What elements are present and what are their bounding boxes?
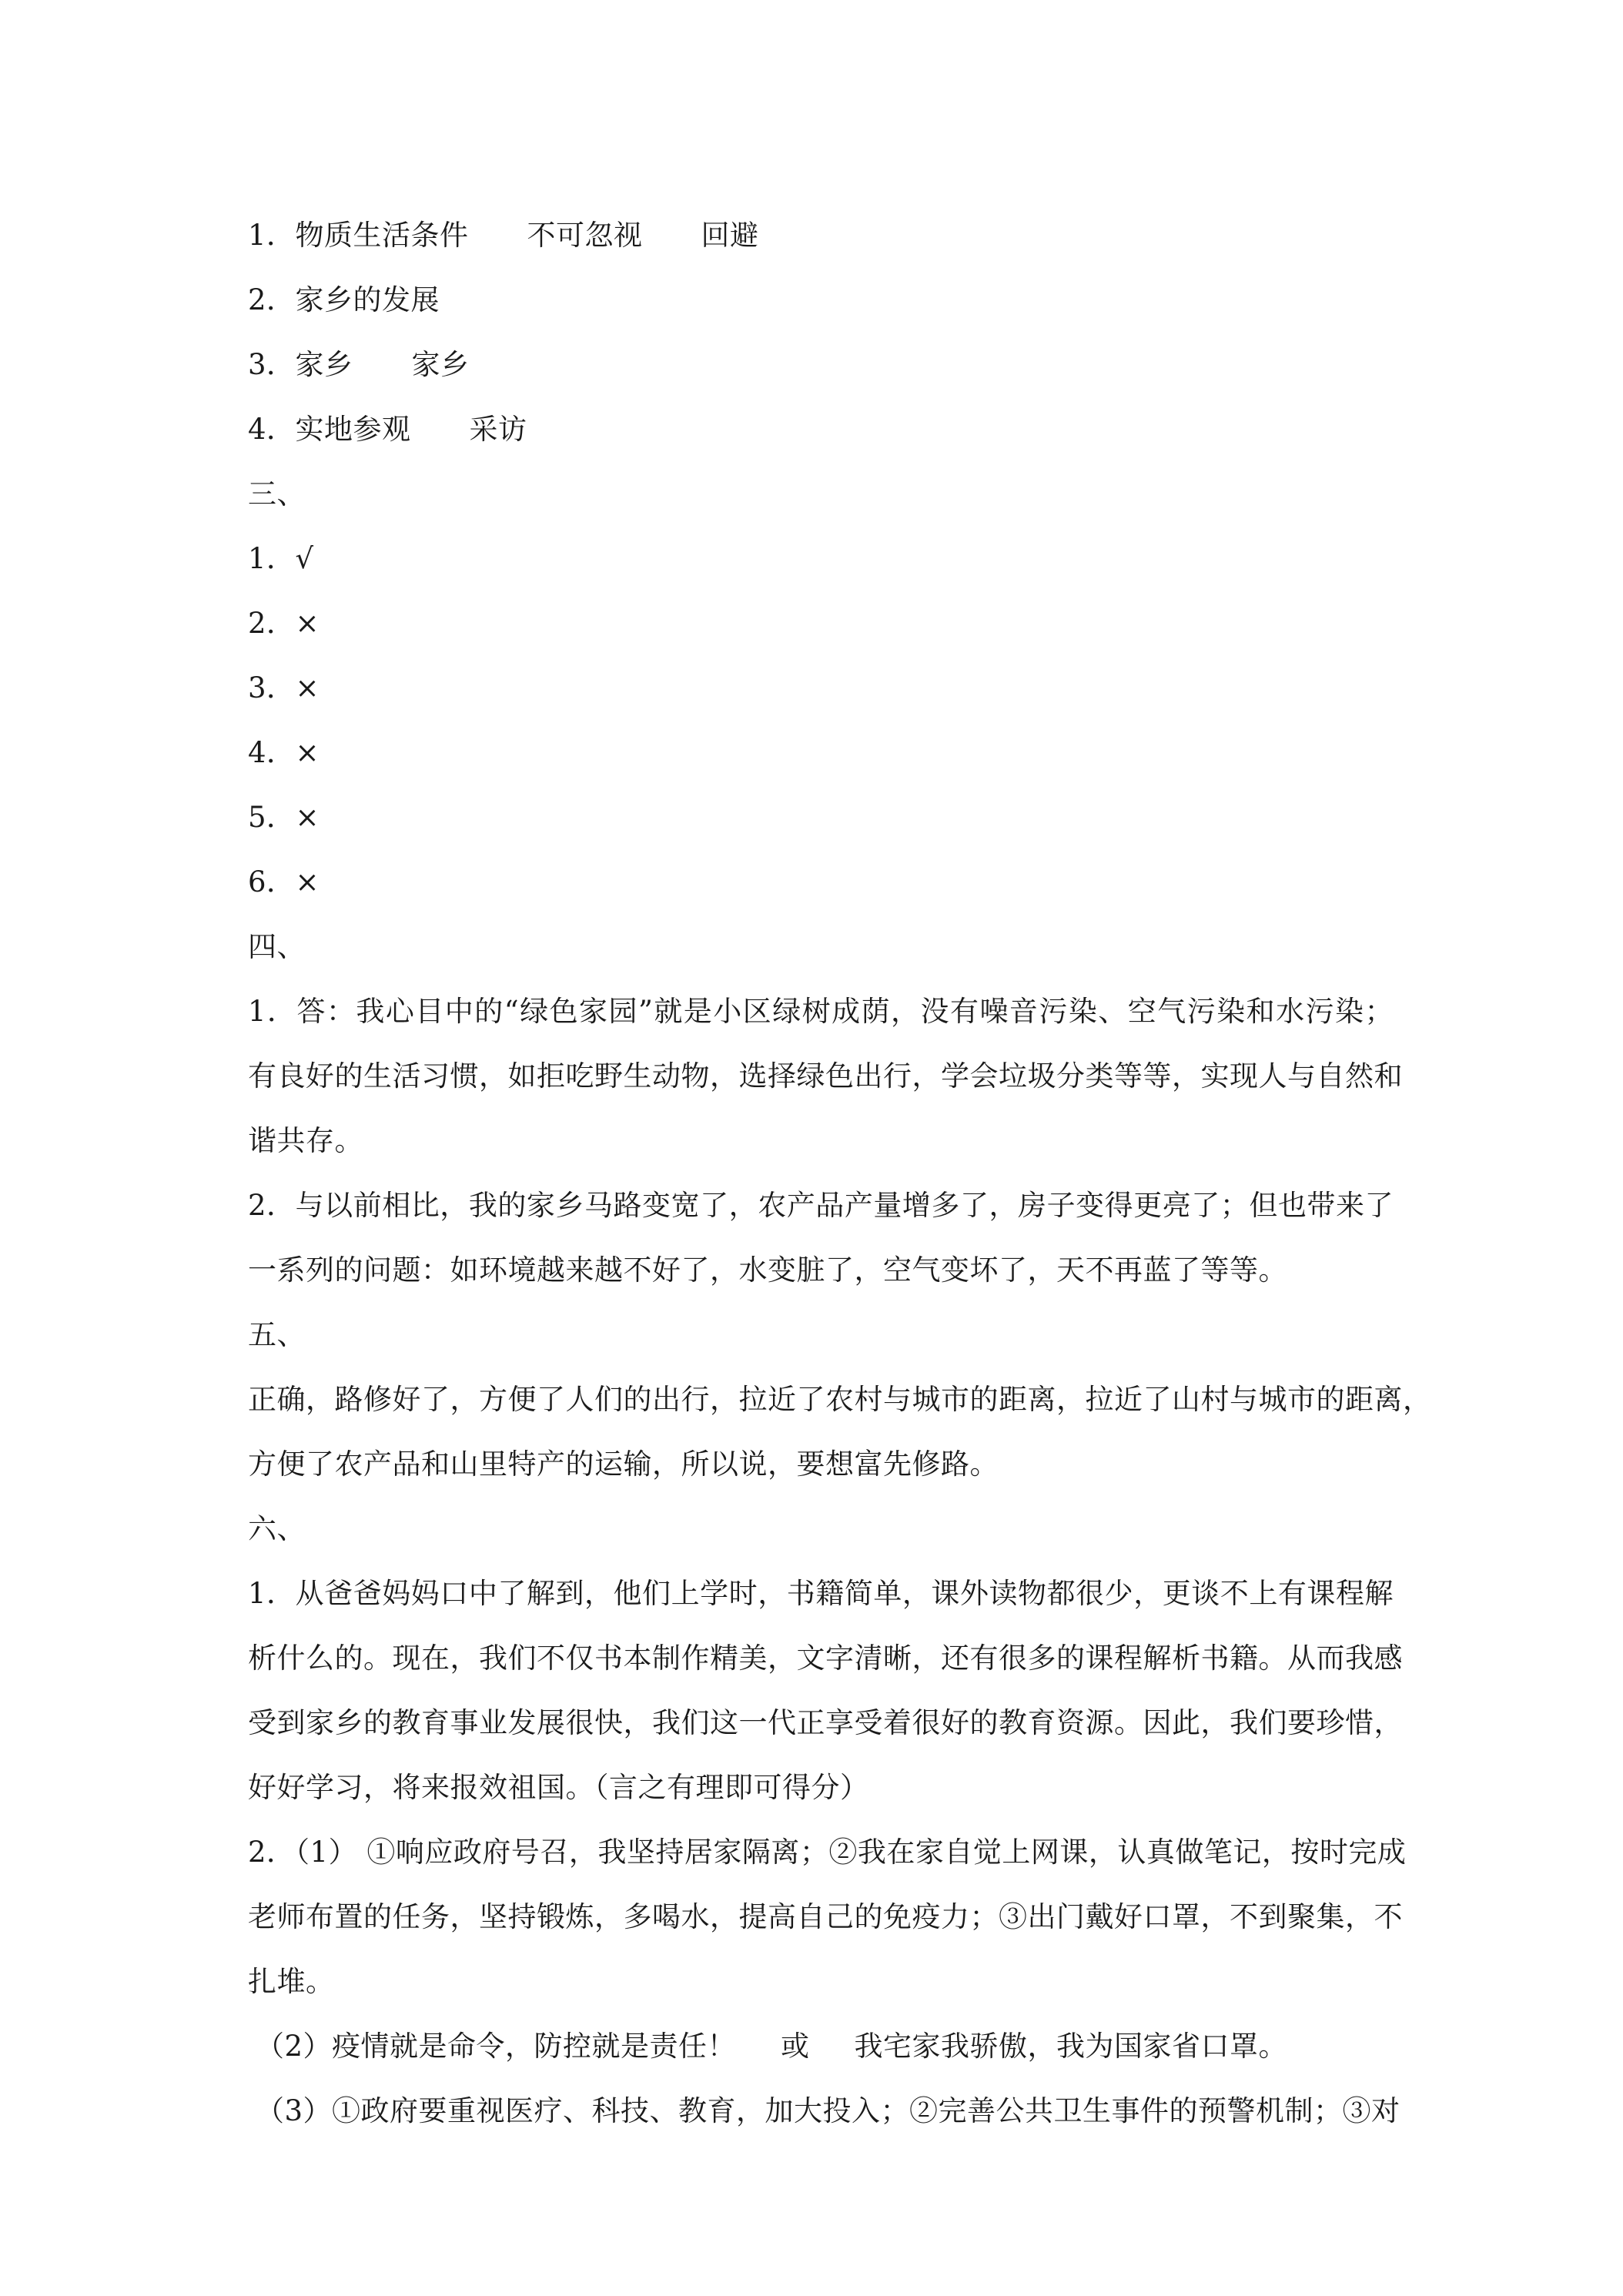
paragraph-line: 受到家乡的教育事业发展很快，我们这一代正享受着很好的教育资源。因此，我们要珍惜， xyxy=(248,1706,1403,1739)
section-heading-3 xyxy=(248,462,1394,527)
section-heading-text: 三、 xyxy=(248,477,306,510)
answer-text: （2）疫情就是命令，防控就是责任！ xyxy=(256,2030,737,2063)
paragraph-line: 一系列的问题：如环境越来越不好了，水变脏了，空气变坏了，天不再蓝了等等。 xyxy=(248,1253,1287,1287)
paragraph-line: 老师布置的任务，坚持锻炼，多喝水，提高自己的免疫力；③出门戴好口罩，不到聚集，不 xyxy=(248,1900,1403,1933)
judgment-text: 2．× xyxy=(248,607,320,640)
judgment-text: 6．× xyxy=(248,865,320,899)
answer-text: 我宅家我骄傲，我为国家省口罩。 xyxy=(854,2030,1288,2063)
answer-content xyxy=(248,203,1432,2144)
section-heading-text: 六、 xyxy=(248,1512,306,1545)
paragraph-line: 2．（1） ①响应政府号召，我坚持居家隔离；②我在家自觉上网课，认真做笔记，按时完成 xyxy=(248,1836,1407,1869)
paragraph-line: 方便了农产品和山里特产的运输，所以说，要想富先修路。 xyxy=(248,1448,999,1481)
section-heading-text: 四、 xyxy=(248,930,306,963)
paragraph-line: 正确，路修好了，方便了人们的出行，拉近了农村与城市的距离，拉近了山村与城市的距离， xyxy=(248,1383,1432,1416)
answer-line-3 xyxy=(248,333,1394,397)
judgment-line-1 xyxy=(248,527,1394,591)
judgment-text: 5．× xyxy=(248,801,320,834)
judgment-text: 4．× xyxy=(248,736,320,769)
paragraph-line: 1．答：我心目中的“绿色家园”就是小区绿树成荫，没有噪音污染、空气污染和水污染； xyxy=(248,995,1394,1028)
answer-text: 不可忽视 xyxy=(527,219,643,252)
section-heading-5 xyxy=(248,1303,1394,1367)
judgment-line-6 xyxy=(248,850,1394,915)
section-heading-6 xyxy=(248,1497,1394,1561)
paragraph-line xyxy=(248,2014,1394,2079)
answer-text: 4．实地参观 xyxy=(248,413,411,446)
judgment-line-3 xyxy=(248,656,1394,721)
answer-text: 3．家乡 xyxy=(248,348,353,381)
answer-text: 回避 xyxy=(701,219,759,252)
answer-text: 采访 xyxy=(469,413,527,446)
answer-line-2 xyxy=(248,268,1394,333)
answer-text: 1．物质生活条件 xyxy=(248,219,469,252)
paragraph-line: 好好学习，将来报效祖国。（言之有理即可得分） xyxy=(248,1771,869,1804)
answer-line-1 xyxy=(248,203,1394,268)
judgment-text: 3．× xyxy=(248,671,320,705)
paragraph-line: （3）①政府要重视医疗、科技、教育，加大投入；②完善公共卫生事件的预警机制；③对 xyxy=(256,2094,1400,2127)
section-heading-text: 五、 xyxy=(248,1318,306,1351)
judgment-line-4 xyxy=(248,721,1394,785)
paragraph-line: 1．从爸爸妈妈口中了解到，他们上学时，书籍简单，课外读物都很少，更谈不上有课程解 xyxy=(248,1577,1394,1610)
answer-line-4 xyxy=(248,397,1394,462)
judgment-text: 1．√ xyxy=(248,542,314,575)
judgment-line-2 xyxy=(248,591,1394,656)
answer-text: 家乡 xyxy=(411,348,470,381)
paragraph-line: 析什么的。现在，我们不仅书本制作精美，文字清晰，还有很多的课程解析书籍。从而我感 xyxy=(248,1642,1403,1675)
paragraph-line: 有良好的生活习惯，如拒吃野生动物，选择绿色出行，学会垃圾分类等等，实现人与自然和 xyxy=(248,1059,1403,1093)
paragraph-line: 谐共存。 xyxy=(248,1124,363,1157)
paragraph-line: 扎堆。 xyxy=(248,1965,335,1998)
section-heading-4 xyxy=(248,915,1394,979)
paragraph-line: 2．与以前相比，我的家乡马路变宽了，农产品产量增多了，房子变得更亮了；但也带来了 xyxy=(248,1189,1394,1222)
answer-text: 2．家乡的发展 xyxy=(248,283,440,316)
answer-text: 或 xyxy=(781,2030,810,2063)
judgment-line-5 xyxy=(248,785,1394,850)
